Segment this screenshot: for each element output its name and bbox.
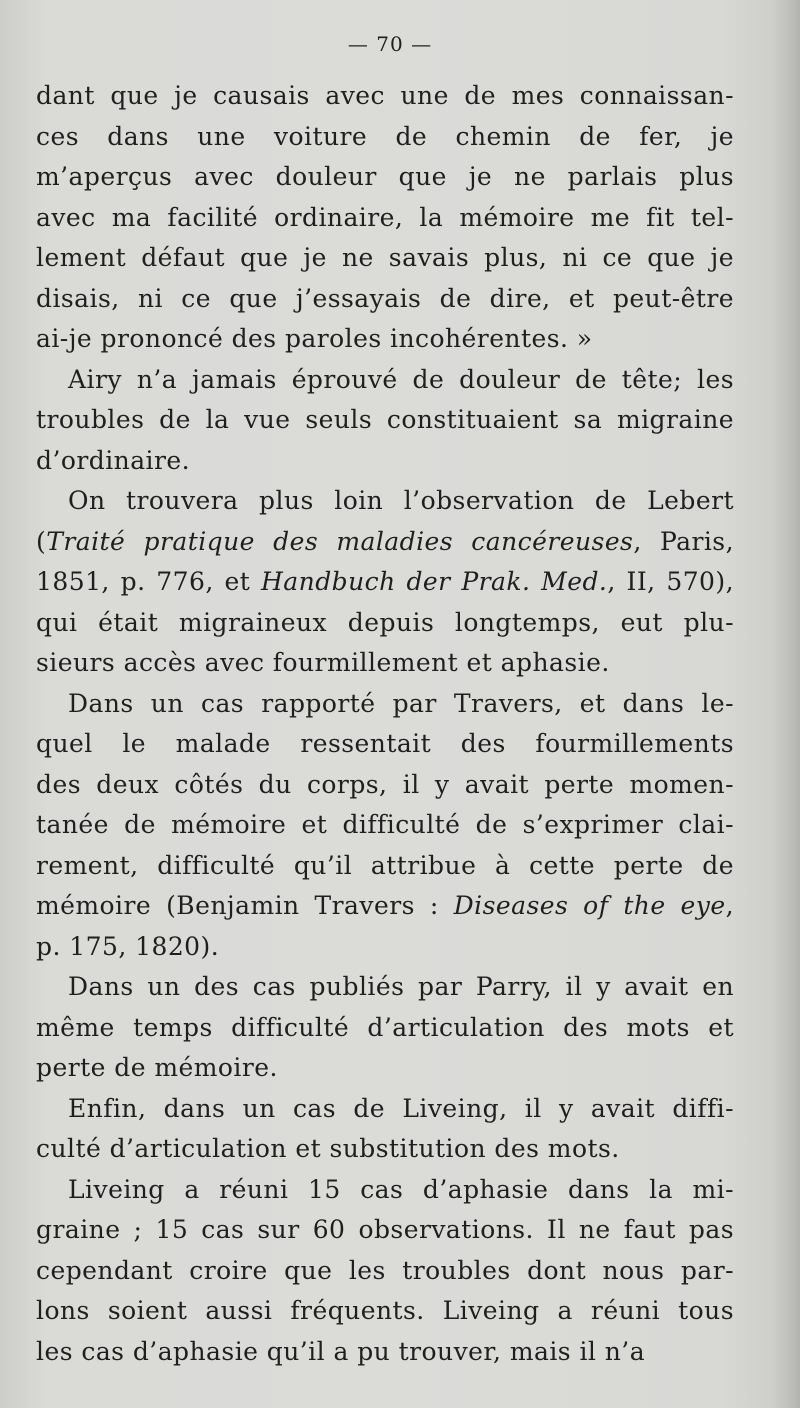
text-segment: mémoire (Benjamin Travers : xyxy=(36,891,454,920)
text-line: ces dans une voiture de chemin de fer, je xyxy=(36,121,734,151)
italic-reference: Traité pratique des maladies cancéreuses xyxy=(46,526,634,556)
text-line xyxy=(36,886,734,927)
text-line: dant que je causais avec une de mes connaissan- xyxy=(36,81,734,110)
body-text xyxy=(36,76,734,1372)
text-line: troubles de la vue seuls constituaient sa migraine xyxy=(36,405,734,434)
text-line: lons soient aussi fréquents. Liveing a réuni tous xyxy=(36,1296,734,1325)
italic-reference: Diseases of the eye xyxy=(453,891,726,920)
text-line: p. 175, 1820). xyxy=(36,931,220,961)
text-line: graine ; 15 cas sur 60 observations. Il ne faut pas xyxy=(36,1215,734,1244)
paragraph xyxy=(36,684,734,968)
text-line: tanée de mémoire et difficulté de s’exprimer clai- xyxy=(36,810,734,839)
text-segment: ( xyxy=(36,526,47,556)
text-segment: , xyxy=(725,891,735,920)
text-line: même temps difficulté d’articulation des mots et xyxy=(36,1012,734,1042)
text-line: des deux côtés du corps, il y avait perte momen- xyxy=(36,769,734,799)
text-segment: 1851, p. 776, et xyxy=(36,567,262,596)
text-line: ai-je prononcé des paroles incohérentes. » xyxy=(36,324,593,353)
page-number: — 70 — xyxy=(347,32,433,56)
text-line: culté d’articulation et substitution des mots. xyxy=(36,1134,620,1163)
page-edge-shadow xyxy=(772,0,800,1408)
text-line: d’ordinaire. xyxy=(36,445,191,475)
text-line: avec ma facilité ordinaire, la mémoire me fit tel- xyxy=(36,202,734,232)
text-line: m’aperçus avec douleur que je ne parlais plus xyxy=(36,162,734,191)
text-line: Dans un cas rapporté par Travers, et dans le- xyxy=(68,688,734,718)
text-line: disais, ni ce que j’essayais de dire, et peut-être xyxy=(36,283,734,313)
text-line: perte de mémoire. xyxy=(36,1053,278,1082)
text-line xyxy=(36,522,734,563)
text-line: Dans un des cas publiés par Parry, il y avait en xyxy=(68,972,734,1001)
text-line: qui était migraineux depuis longtemps, eut plu- xyxy=(36,607,734,637)
paragraph xyxy=(36,76,734,360)
text-line: Enfin, dans un cas de Liveing, il y avait diffi- xyxy=(68,1093,734,1123)
text-line: quel le malade ressentait des fourmillements xyxy=(36,729,734,758)
text-line: rement, difficulté qu’il attribue à cette perte de xyxy=(36,850,734,880)
paragraph xyxy=(36,481,734,684)
paragraph xyxy=(36,967,734,1089)
text-segment: , Paris, xyxy=(633,526,734,556)
text-line: sieurs accès avec fourmillement et aphasie. xyxy=(36,648,610,677)
text-line: Airy n’a jamais éprouvé de douleur de tête; les xyxy=(68,364,734,394)
paragraph xyxy=(36,360,734,482)
text-line: On trouvera plus loin l’observation de Lebert xyxy=(68,486,734,515)
text-segment: , II, 570), xyxy=(607,567,735,596)
italic-reference: Handbuch der Prak. Med. xyxy=(261,567,608,596)
text-line: Liveing a réuni 15 cas d’aphasie dans la mi- xyxy=(68,1174,734,1204)
paragraph xyxy=(36,1170,734,1373)
text-line: lement défaut que je ne savais plus, ni ce que je xyxy=(36,243,734,272)
paragraph xyxy=(36,1089,734,1170)
text-line: les cas d’aphasie qu’il a pu trouver, mais il n’a xyxy=(36,1336,646,1366)
text-line: cependant croire que les troubles dont nous par- xyxy=(36,1255,734,1285)
text-line xyxy=(36,562,734,603)
